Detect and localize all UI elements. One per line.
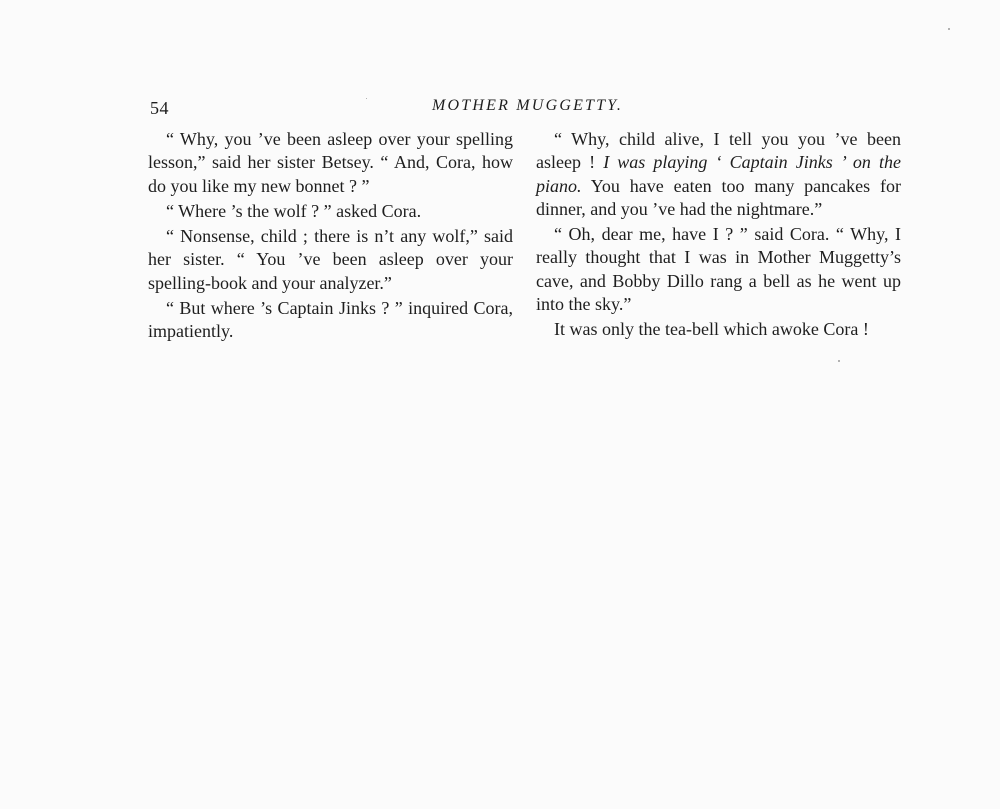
paragraph: It was only the tea-bell which awoke Cora ! [554, 319, 869, 340]
paper-speck [838, 360, 840, 362]
paragraph: “ Oh, dear me, have I ? ” said Cora. “ Why, I really thought that I was in Mother Muggetty’s cave, and Bobby Dillo rang a bell as he went up into the sky.” [536, 224, 901, 315]
paragraph: “ Where ’s the wolf ? ” asked Cora. [166, 200, 422, 221]
running-title: MOTHER MUGGETTY. [432, 97, 624, 114]
paper-speck [366, 98, 367, 99]
paragraph-text: You have eaten too many pancakes for dinner, and you ’ve had the nightmare.” [536, 175, 901, 219]
paragraph: “ But where ’s Captain Jinks ? ” inquired Cora, impatiently. [148, 298, 513, 342]
paragraph: “ Why, you ’ve been asleep over your spelling lesson,” said her sister Betsey. “ And, Cora, how do you like my new bonnet ? ” [148, 129, 513, 196]
paragraph: “ Nonsense, child ; there is n’t any wolf,” said her sister. “ You ’ve been asleep over your spelling-book and your analyzer.” [148, 226, 513, 293]
page-number: 54 [150, 98, 169, 118]
italic-passage: I was playing ‘ Captain Jinks ’ on the piano. [536, 152, 901, 196]
paragraph-text: “ Why, child alive, I tell you you ’ve been asleep ! [536, 129, 901, 173]
right-column [536, 128, 901, 342]
left-column [148, 128, 513, 344]
paragraph [536, 128, 901, 221]
paper-speck [948, 28, 950, 30]
